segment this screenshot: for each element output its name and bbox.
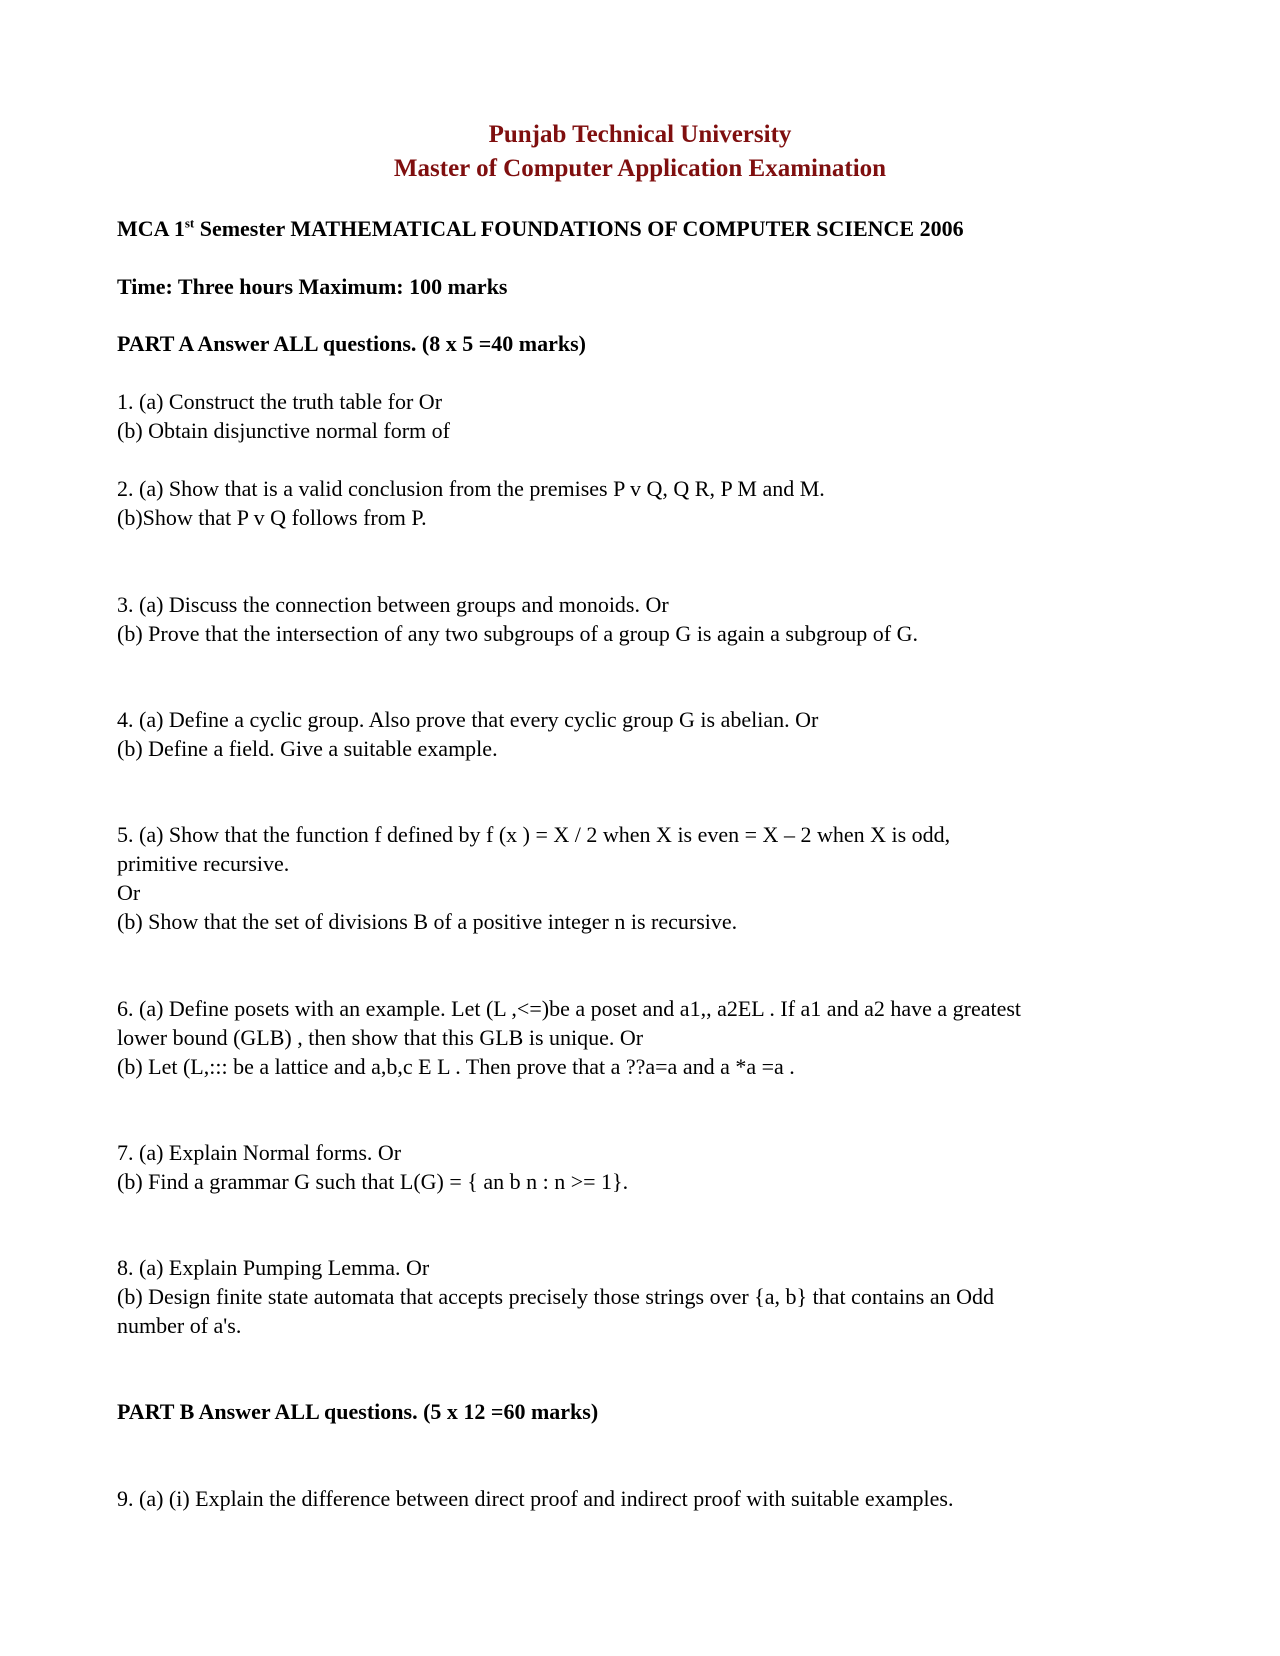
title-block	[0, 118, 1280, 186]
question-line: (b) Prove that the intersection of any two subgroups of a group G is again a subgroup of G.	[117, 621, 919, 646]
question-line: primitive recursive.	[117, 851, 290, 876]
question-line: 4. (a) Define a cyclic group. Also prove that every cyclic group G is abelian. Or	[117, 707, 819, 732]
part-a-heading: PART A Answer ALL questions. (8 x 5 =40 marks)	[117, 331, 586, 356]
question-4	[117, 705, 1197, 763]
course-ordinal-suffix: st	[184, 215, 195, 231]
course-rest: Semester MATHEMATICAL FOUNDATIONS OF COMPUTER SCIENCE 2006	[194, 216, 964, 241]
university-title: Punjab Technical University	[488, 121, 792, 148]
question-line: 2. (a) Show that is a valid conclusion from the premises P v Q, Q R, P M and M.	[117, 476, 825, 501]
question-1	[117, 387, 1197, 445]
question-line: number of a's.	[117, 1313, 242, 1338]
question-line: 5. (a) Show that the function f defined by f (x ) = X / 2 when X is even = X – 2 when X is odd,	[117, 822, 951, 847]
question-line: Or	[117, 880, 141, 905]
question-line: (b) Obtain disjunctive normal form of	[117, 418, 450, 443]
question-line: 7. (a) Explain Normal forms. Or	[117, 1140, 402, 1165]
question-9	[117, 1484, 1197, 1513]
question-line: (b) Design finite state automata that accepts precisely those strings over {a, b} that contains an Odd	[117, 1284, 995, 1309]
question-2	[117, 474, 1197, 532]
course-heading	[117, 214, 964, 243]
question-line: (b)Show that P v Q follows from P.	[117, 505, 427, 530]
course-prefix: MCA 1	[117, 216, 185, 241]
question-line: 6. (a) Define posets with an example. Let (L ,<=)be a poset and a1,, a2EL . If a1 and a2 have a greatest	[117, 996, 1022, 1021]
question-line: 1. (a) Construct the truth table for Or	[117, 389, 443, 414]
question-line: (b) Let (L,::: be a lattice and a,b,c E L . Then prove that a ??a=a and a *a =a .	[117, 1054, 795, 1079]
question-line: (b) Show that the set of divisions B of a positive integer n is recursive.	[117, 909, 738, 934]
question-line: 3. (a) Discuss the connection between groups and monoids. Or	[117, 592, 669, 617]
question-line: (b) Define a field. Give a suitable example.	[117, 736, 498, 761]
question-line: (b) Find a grammar G such that L(G) = { an b n : n >= 1}.	[117, 1169, 629, 1194]
question-6	[117, 994, 1197, 1081]
time-heading: Time: Three hours Maximum: 100 marks	[117, 274, 508, 299]
question-7	[117, 1138, 1197, 1196]
part-b-heading: PART B Answer ALL questions. (5 x 12 =60 marks)	[117, 1399, 599, 1424]
question-3	[117, 590, 1197, 648]
exam-title: Master of Computer Application Examination	[393, 155, 887, 182]
question-5	[117, 820, 1197, 936]
question-line: lower bound (GLB) , then show that this GLB is unique. Or	[117, 1025, 644, 1050]
question-8	[117, 1253, 1197, 1340]
question-line: 9. (a) (i) Explain the difference between direct proof and indirect proof with suitable examples.	[117, 1486, 954, 1511]
question-line: 8. (a) Explain Pumping Lemma. Or	[117, 1255, 430, 1280]
